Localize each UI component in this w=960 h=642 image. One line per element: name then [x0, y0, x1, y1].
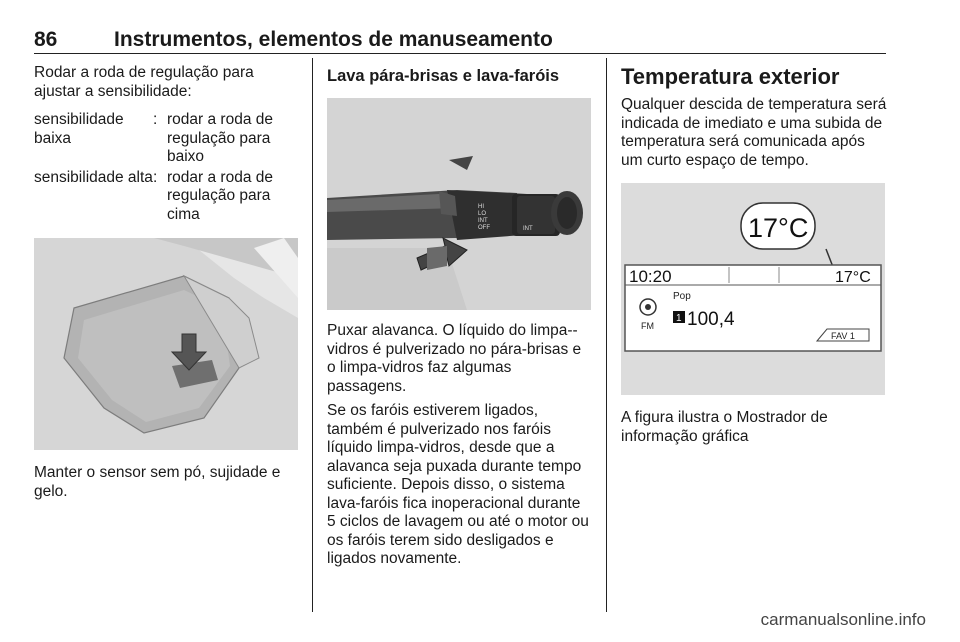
washer-paragraph-2: Se os faróis estiverem ligados, também é pulverizado nos faróis líquido limpa-vidros, desde que a alavanca seja puxada durante tempo suficiente. Depois disso, o sistema lava-faróis fica inoperacional durante 5 ciclos de lavagem ou até o motor ou os faróis terem sido desligados e ligados novamente. [327, 402, 589, 567]
wiper-lever-figure [327, 98, 591, 310]
page-header [34, 28, 886, 52]
washer-paragraph-1: Puxar alavanca. O líquido do limpa--vidros é pulverizado no pára-brisas e o limpa-vidros faz algumas passagens. [327, 322, 582, 395]
lever-label-int: INT [478, 218, 488, 224]
table-term: sensibilidade baixa [34, 111, 124, 147]
table-description: rodar a roda de regulação para cima [167, 168, 273, 223]
sensor-caption: Manter o sensor sem pó, sujidade e gelo. [34, 464, 281, 500]
watermark: carmanualsonline.info [760, 610, 926, 629]
page-title: Instrumentos, elementos de manuseamento [114, 28, 553, 51]
sensitivity-intro: Rodar a roda de regulação para ajustar a sensibilidade: [34, 64, 254, 100]
column-middle [327, 64, 593, 569]
temperature-heading: Temperatura exterior [621, 64, 840, 89]
wiper-lever-illustration [327, 98, 591, 310]
column-divider-2 [606, 58, 607, 612]
display-genre: Pop [673, 291, 691, 302]
column-divider-1 [312, 58, 313, 612]
temperature-paragraph: Qualquer descida de temperatura será indicada de imediato e uma subida de temperatura será comunicada após um curto espaço de tempo. [621, 96, 887, 169]
table-separator: : [153, 111, 158, 128]
display-fav: FAV 1 [831, 331, 855, 341]
lever-label-int2: INT [523, 226, 533, 232]
page-number: 86 [34, 28, 58, 51]
display-preset: 1 [676, 313, 682, 324]
table-description: rodar a roda de regulação para baixo [167, 111, 273, 165]
table-term: sensibilidade alta [34, 168, 153, 186]
display-caption: A figura ilustra o Mostrador de informação gráfica [621, 409, 828, 445]
washer-heading: Lava pára-brisas e lava-faróis [327, 67, 560, 85]
display-band: FM [641, 321, 654, 331]
lever-label-hi: HI [478, 204, 484, 210]
table-separator: : [153, 168, 158, 186]
display-illustration [621, 183, 885, 395]
header-divider [34, 53, 886, 54]
callout-temperature: 17°C [748, 213, 809, 243]
lever-label-off: OFF [478, 225, 490, 231]
table-row [34, 169, 300, 225]
display-time: 10:20 [629, 267, 672, 286]
display-figure [621, 183, 885, 395]
column-right [621, 64, 887, 446]
display-frequency: 100,4 [687, 309, 735, 330]
lever-label-lo: LO [478, 211, 487, 217]
rain-sensor-figure [34, 238, 298, 450]
table-row [34, 111, 300, 167]
column-left [34, 64, 300, 501]
rain-sensor-illustration [34, 238, 298, 450]
display-temperature: 17°C [835, 269, 871, 286]
sensitivity-table [34, 111, 300, 224]
